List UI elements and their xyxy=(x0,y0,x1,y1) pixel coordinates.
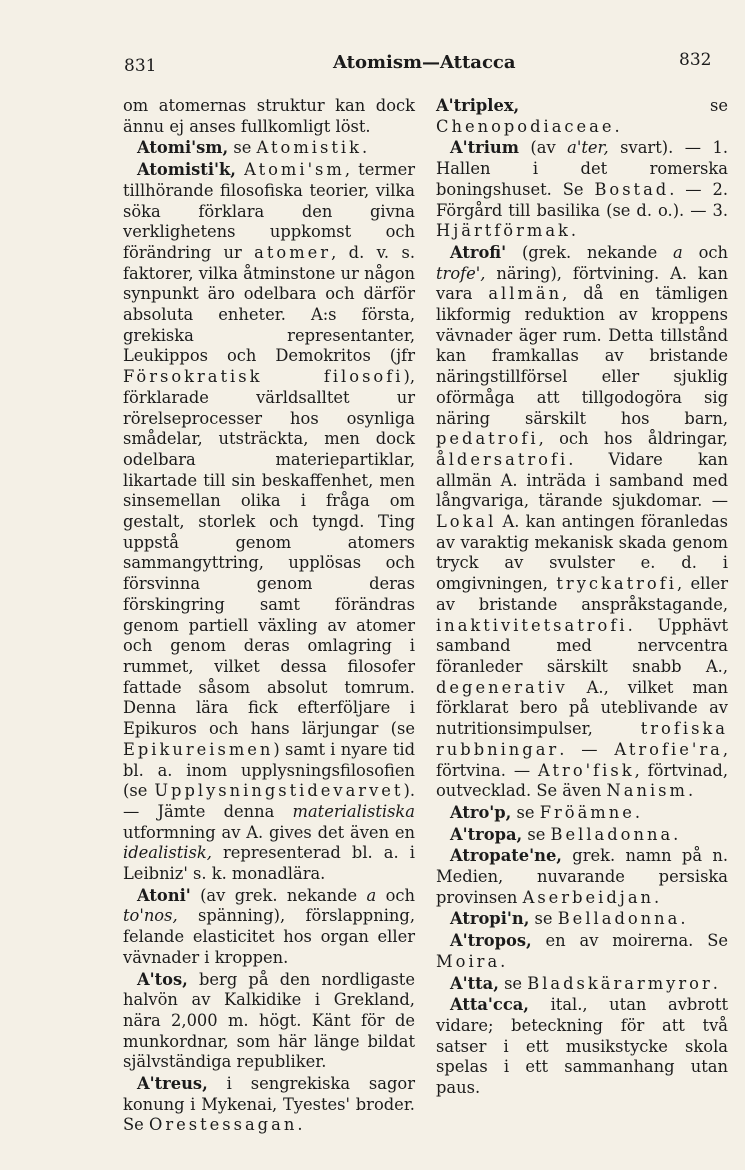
entry-text: . xyxy=(614,116,620,136)
entry-headword: Atropi'n, xyxy=(450,909,530,929)
cross-reference: Fröämne xyxy=(539,802,635,822)
cross-reference: atomer xyxy=(254,242,332,262)
cross-reference: Chenopodiaceae xyxy=(436,116,615,136)
entry-text: , termer tillhörande filosofiska teorier, vilka söka förklara den givna verklighetens uppkomst och förändring ur xyxy=(123,160,415,262)
entry-headword: A'treus, xyxy=(137,1074,208,1094)
dictionary-entry xyxy=(436,909,728,930)
entry-text: ), förklarade världsalltet ur rörelseprocesser hos osynliga smådelar, utsträckta, men dock odelbara materiepartiklar, likartade till sin beskaffenhet, men sinsemellan olika i fråga om gestalt, storlek och tyngd. Ting uppstå genom atomers sammangyttring, upplösas och försvinna genom deras förskingring samt förändras genom partiell växling av atomer och genom deras omlagring i rummet, vilket dessa filosofer fattade såsom absolut tomrum. Denna lära fick efterföljare i Epikuros och hans lärjungar (se xyxy=(123,367,415,739)
cross-reference: Belladonna xyxy=(557,909,681,929)
entry-text: en av moirerna. Se xyxy=(531,931,728,951)
dictionary-entry xyxy=(123,160,415,885)
dictionary-entry xyxy=(436,96,728,137)
entry-text: se xyxy=(519,96,728,115)
entry-text: , då en tämligen likformig reduktion av kroppens vävnader äger rum. Detta tillstånd kan framkallas av bristande näringstillförsel eller sjuklig oförmåga att tillgodogöra sig näring särskilt hos barn, xyxy=(436,284,728,428)
cross-reference: allmän xyxy=(488,284,563,304)
cross-reference: Aserbeidjan xyxy=(522,887,655,907)
dictionary-entry xyxy=(436,974,728,995)
entry-headword: A'tta, xyxy=(450,973,499,993)
entry-text: . xyxy=(680,909,686,929)
right-page-number: 832 xyxy=(679,50,712,70)
cross-reference: Atro'fisk xyxy=(538,760,635,780)
entry-text: , förtvinad, outvecklad. Se även xyxy=(436,760,728,801)
cross-reference: tryckatrofi xyxy=(556,574,677,594)
entry-text: ) samt i nyare tid bl. a. inom upplysningsfilosofien (se xyxy=(123,739,415,801)
cross-reference: Belladonna xyxy=(550,824,674,844)
entry-text: (av xyxy=(518,138,568,158)
entry-text: utformning av A. gives det även en xyxy=(123,822,415,842)
entry-text: . xyxy=(361,138,368,158)
dictionary-entry xyxy=(123,886,415,969)
cross-reference: Moira xyxy=(436,951,501,971)
entry-text: och xyxy=(682,242,728,262)
italic-term: a xyxy=(673,242,683,262)
entry-headword: Atoni' xyxy=(137,885,191,905)
entry-text: . xyxy=(687,781,694,801)
cross-reference: Försokratisk filosofi xyxy=(123,367,404,387)
entry-headword: A'tropos, xyxy=(450,931,532,951)
dictionary-entry xyxy=(436,931,728,972)
entry-text: om atomernas struktur kan dock ännu ej anses fullkomligt löst. xyxy=(123,96,415,136)
cross-reference: Lokal xyxy=(436,512,497,532)
entry-text: ital., utan avbrott vidare; beteckning för att två satser i ett musikstycke skola spelas i ett sammanhang utan paus. xyxy=(436,995,728,1098)
right-column xyxy=(436,96,728,1100)
cross-reference: Nanism xyxy=(606,781,688,801)
entry-headword: Atomisti'k, xyxy=(137,160,236,180)
dictionary-entry xyxy=(436,825,728,846)
dictionary-entry xyxy=(436,995,728,1099)
entry-text: se xyxy=(498,973,528,993)
left-page-number: 831 xyxy=(124,56,157,76)
dictionary-entry xyxy=(123,138,415,159)
entry-text: . — 2. Förgård till basilika (se d. o.). — 3. xyxy=(436,179,728,220)
cross-reference: Bladskärarmyror xyxy=(527,973,713,993)
dictionary-entry xyxy=(436,846,728,908)
entry-headword: A'tropa, xyxy=(450,824,523,844)
entry-text: representerad bl. a. i Leibniz' s. k. monadlära. xyxy=(123,843,415,884)
cross-reference: Bostad xyxy=(594,179,670,199)
entry-text: (grek. nekande xyxy=(506,242,674,262)
entry-text: se xyxy=(511,802,540,822)
entry-text xyxy=(236,160,244,179)
entry-text: näring), förtvining. A. kan vara xyxy=(436,263,728,304)
entry-text: se xyxy=(522,824,551,844)
entry-text: och xyxy=(376,885,415,905)
entry-text: ). — Jämte denna xyxy=(123,781,415,821)
italic-term: a xyxy=(366,885,377,905)
entry-text: berg på den nordligaste halvön av Kalkidike i Grekland, nära 2,000 m. högt. Känt för de munkordnar, som här länge bildat självständiga republiker. xyxy=(123,969,415,1072)
cross-reference: trofiska rubbningar xyxy=(436,719,728,759)
italic-term: idealistisk, xyxy=(123,843,212,863)
left-column xyxy=(123,96,415,1137)
italic-term: trofe', xyxy=(436,263,486,283)
entry-text: , eller av bristande anspråkstagande, xyxy=(436,574,728,614)
running-title: Atomism—Attacca xyxy=(333,52,516,73)
entry-text: spänning), förslappning, felande elasticitet hos organ eller vävnader i kroppen. xyxy=(123,906,415,967)
entry-text: , och hos åldringar, xyxy=(538,429,728,449)
entry-headword: Atta'cca, xyxy=(450,995,529,1015)
entry-text: . — xyxy=(559,739,615,759)
dictionary-entry xyxy=(123,96,415,137)
cross-reference: Hjärtförmak xyxy=(436,221,571,241)
cross-reference: Atomistik xyxy=(256,138,362,158)
italic-term: materialistiska xyxy=(292,801,415,821)
entry-text: , d. v. s. faktorer, vilka åtminstone ur någon synpunkt äro odelbara och därför absoluta enheter. A:s första, grekiska representanter, Leukippos och Demokritos (jfr xyxy=(123,242,415,366)
cross-reference: Atrofie'ra xyxy=(614,739,723,759)
cross-reference: Upplysningstidevarvet xyxy=(154,781,404,801)
entry-text: A. kan antingen föranledas av varaktig mekanisk skada genom tryck av svulster e. d. i omgivningen, xyxy=(436,512,728,594)
entry-text: (av grek. nekande xyxy=(190,885,367,905)
cross-reference: degenerativ xyxy=(436,677,568,697)
dictionary-entry xyxy=(123,1074,415,1136)
dictionary-entry xyxy=(436,243,728,802)
dictionary-entry xyxy=(436,803,728,824)
entry-text: se xyxy=(228,138,257,158)
entry-text: . xyxy=(654,887,660,907)
dictionary-entry xyxy=(436,138,728,242)
entry-text: . xyxy=(297,1115,303,1135)
entry-headword: Atomi'sm, xyxy=(137,138,229,158)
dictionary-entry xyxy=(123,970,415,1074)
entry-headword: Atro'p, xyxy=(450,802,512,822)
entry-text: . Upphävt samband med nervcentra föranleder särskilt snabb A., xyxy=(436,615,728,676)
entry-text: . xyxy=(634,802,641,822)
entry-headword: Atropate'ne, xyxy=(450,846,562,866)
entry-headword: A'trium xyxy=(450,138,519,158)
entry-text: A., vilket man förklarat bero på uteblivande av nutritionsimpulser, xyxy=(436,677,728,739)
entry-text: svart). — 1. Hallen i det romerska boningshuset. Se xyxy=(436,138,728,199)
cross-reference: åldersatrofi xyxy=(436,449,569,469)
entry-text: , förtvina. — xyxy=(436,739,728,780)
entry-text: . xyxy=(712,973,718,993)
entry-text: grek. namn på n. Medien, nuvarande persiska provinsen xyxy=(436,846,728,907)
italic-term: a'ter, xyxy=(567,138,609,158)
cross-reference: inaktivitetsatrofi xyxy=(436,615,628,635)
cross-reference: pedatrofi xyxy=(436,429,539,449)
italic-term: to'nos, xyxy=(123,906,178,926)
cross-reference: Orestessagan xyxy=(148,1115,298,1135)
entry-text: . xyxy=(570,221,577,241)
entry-headword: A'triplex, xyxy=(436,96,520,115)
entry-text: . xyxy=(500,951,506,971)
entry-text: . Vidare kan allmän A. inträda i samband med långvariga, tärande sjukdomar. — xyxy=(436,449,728,511)
entry-headword: Atrofi' xyxy=(450,242,507,262)
cross-reference: Epikureismen xyxy=(123,739,274,759)
cross-reference: Atomi'sm xyxy=(244,160,345,180)
entry-text: . xyxy=(673,824,679,844)
entry-text: se xyxy=(529,909,558,929)
entry-headword: A'tos, xyxy=(137,969,188,989)
entry-text: i sengrekiska sagor konung i Mykenai, Tyestes' broder. Se xyxy=(123,1074,415,1135)
